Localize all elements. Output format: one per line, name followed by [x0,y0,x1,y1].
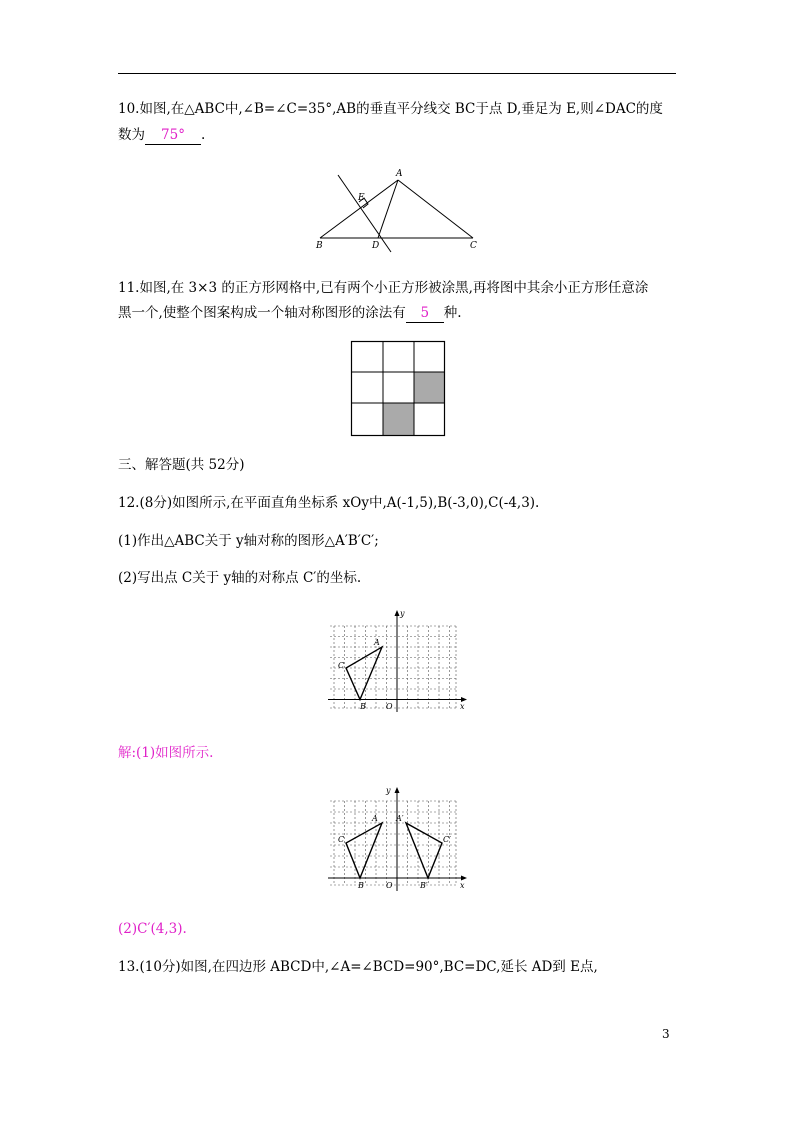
origin-label: O [386,702,393,711]
q11-grid-figure [350,340,447,438]
point-b-label: B [360,702,366,711]
q10-answer: 75° [145,126,201,145]
y-axis-label: y [400,609,405,618]
label-e: E [358,193,365,203]
q12-solution-2: (2)C′(4,3). [118,921,187,937]
point-a-prime-label: A′ [396,814,404,823]
q10-line2 [118,126,205,145]
header-rule [118,73,676,74]
point-b-prime-label: B′ [420,881,428,890]
point-b-label-2: B [358,881,364,890]
point-a-label: A [374,638,380,647]
q10-triangle-figure [308,160,488,255]
x-axis-label: x [460,702,465,711]
q10-prefix: 数为 [118,127,145,143]
q12-stem: 12.(8分)如图所示,在平面直角坐标系 xOy中,A(-1,5),B(-3,0),C(-4,3). [118,495,540,511]
y-axis-label-2: y [386,786,391,795]
q11-prefix: 黑一个,使整个图案构成一个轴对称图形的涂法有 [118,305,406,321]
label-b: B [316,241,323,251]
q11-line2 [118,304,462,323]
point-c-label: C [338,661,345,670]
q12-part1: (1)作出△ABC关于 y轴对称的图形△A′B′C′; [118,533,379,549]
q11-line1: 11.如图,在 3×3 的正方形网格中,已有两个小正方形被涂黑,再将图中其余小正方形任意涂 [118,280,649,296]
x-axis-label-2: x [460,881,465,890]
point-c-label-2: C [338,835,345,844]
q12-part2: (2)写出点 C关于 y轴的对称点 C′的坐标. [118,570,362,586]
q12-solution-1: 解:(1)如图所示. [118,745,214,761]
point-a-label-2: A [372,814,378,823]
q13-stem: 13.(10分)如图,在四边形 ABCD中,∠A=∠BCD=90°,BC=DC,延长 AD到 E点, [118,959,598,975]
label-d: D [372,241,380,251]
section-3-title: 三、解答题(共 52分) [118,457,245,473]
q12-solution-figure [326,785,471,893]
page-number: 3 [662,1027,670,1041]
label-a: A [396,169,403,179]
point-c-prime-label: C′ [443,835,451,844]
origin-label-2: O [386,881,393,890]
q11-answer: 5 [406,304,444,323]
q10-suffix: . [201,127,206,143]
q11-suffix: 种. [443,305,462,321]
q12-coordinate-figure [326,608,471,716]
q10-line1: 10.如图,在△ABC中,∠B=∠C=35°,AB的垂直平分线交 BC于点 D,垂足为 E,则∠DAC的度 [118,101,663,117]
label-c: C [470,241,477,251]
